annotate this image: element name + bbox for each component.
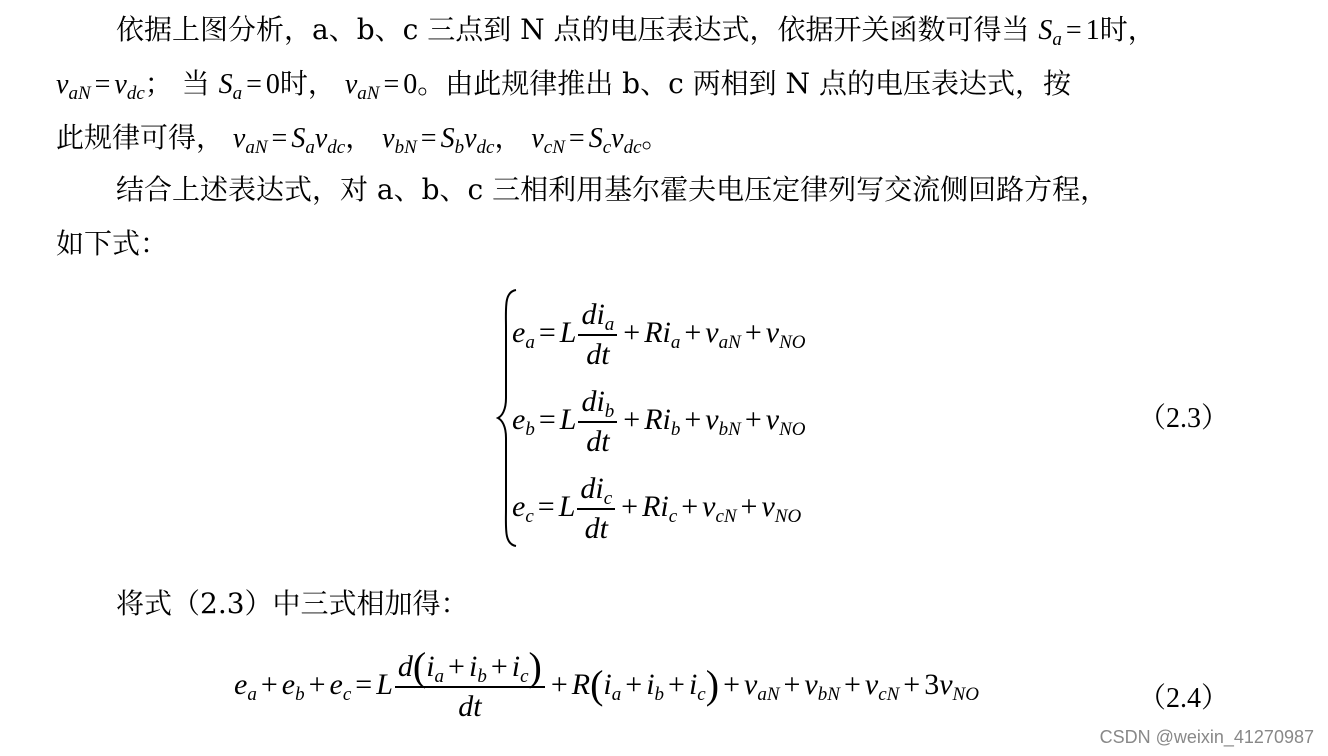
para2-line2: 如下式： (56, 227, 169, 260)
equation-number-2-3: （2.3） (1138, 403, 1230, 434)
formula-vaN: $v_{aN} = S_av_{dc}$ (232, 123, 346, 158)
formula-vaN-eq-0: $v_{aN} = 0$ (344, 69, 418, 104)
para1-line3 (56, 120, 670, 157)
equation-2-3-row-c: $e_c = L$ $\frac{di_c}{dt}$ + $Ri_c + v_{cN} + v_{NO}$ (512, 470, 801, 548)
para1-line2-a: ； 当 (144, 67, 210, 100)
para1-line2-c: 。由此规律推出 b、c 两相到 N 点的电压表达式，按 (417, 67, 1071, 100)
para1-line1-text: 依据上图分析，a、b、c 三点到 N 点的电压表达式，依据开关函数可得当 (116, 13, 1030, 46)
para1-line3-text: 此规律可得， (56, 121, 225, 154)
watermark: CSDN @weixin_41270987 (1099, 727, 1314, 747)
para1-line2 (56, 66, 1071, 103)
equation-2-3-row-a: $e_a = L$ $\frac{di_a}{dt}$ + $Ri_a + v_{aN} + v_{NO}$ (512, 296, 805, 374)
formula-Sa-eq-0: $S_a = 0$ (218, 69, 280, 104)
sep-2: ， (494, 121, 523, 154)
formula-vcN: $v_{cN} = S_cv_{dc}$ (531, 123, 642, 158)
formula-Sa-eq-1: $S_a = 1$ (1038, 15, 1100, 50)
formula-vbN: $v_{bN} = S_bv_{dc}$ (382, 123, 495, 158)
equation-2-3-row-b: $e_b = L$ $\frac{di_b}{dt}$ + $Ri_b + v_{bN} + v_{NO}$ (512, 383, 805, 461)
formula-vaN-eq-vdc: $v_{aN} = v_{dc}$ (56, 69, 145, 104)
equation-number-2-4: （2.4） (1138, 683, 1230, 714)
para1-line2-b: 时， (279, 67, 336, 100)
para2-line1: 结合上述表达式，对 a、b、c 三相利用基尔霍夫电压定律列写交流侧回路方程， (116, 173, 1109, 206)
para1-line1-end: 时， (1099, 13, 1156, 46)
para1-line1 (116, 12, 1156, 49)
para1-end: 。 (641, 121, 670, 154)
equation-2-4: $e_a + e_b + e_c = L$ $\frac{d(i_a + i_b + i_c)}{dt}$ + $R(i_a + i_b + i_c) + v_{aN} + v_{bN} + v_{cN} + 3v_{NO}$ (234, 648, 979, 726)
para3-text: 将式（2.3）中三式相加得： (116, 587, 469, 620)
sep-1: ， (345, 121, 374, 154)
